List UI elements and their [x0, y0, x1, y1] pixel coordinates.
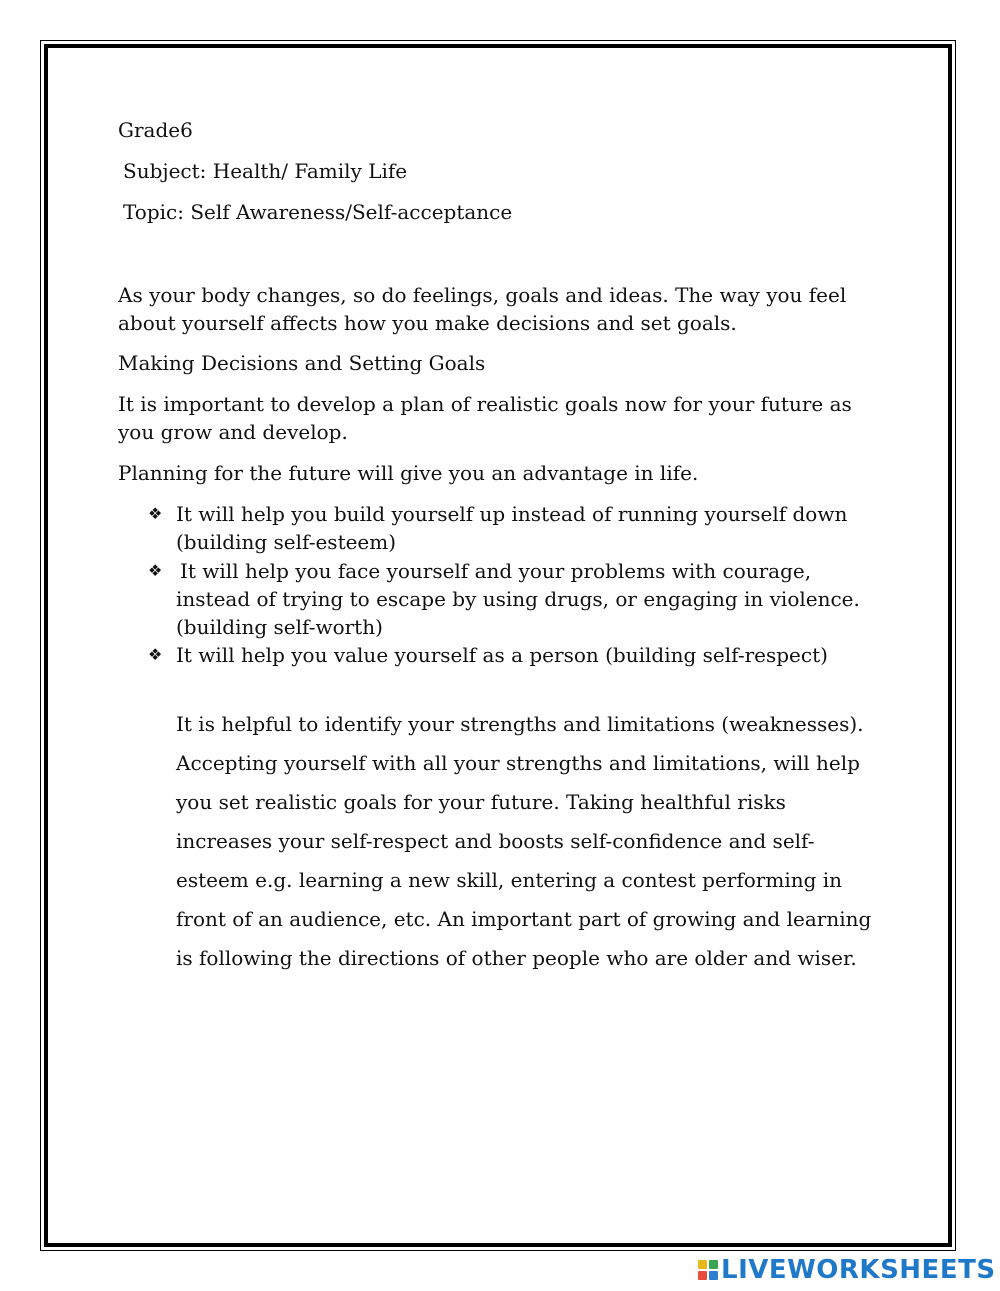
logo-text: LIVEWORKSHEETS — [721, 1255, 996, 1285]
liveworksheets-logo — [698, 1253, 996, 1287]
section-heading: Making Decisions and Setting Goals — [118, 351, 486, 375]
bullet-text: It will help you build yourself up instead of running yourself down (building self-esteem) — [176, 502, 848, 554]
diamond-bullet-icon: ❖ — [148, 504, 163, 523]
importance-paragraph: It is important to develop a plan of realistic goals now for your future as you grow and develop. — [118, 392, 852, 444]
planning-paragraph: Planning for the future will give you an advantage in life. — [118, 461, 699, 485]
subject-label: Subject: Health/ Family Life — [123, 159, 408, 183]
diamond-bullet-icon: ❖ — [148, 561, 163, 580]
intro-paragraph: As your body changes, so do feelings, goals and ideas. The way you feel about yourself affects how you make decisions and set goals. — [118, 283, 847, 335]
diamond-bullet-icon: ❖ — [148, 645, 163, 664]
logo-blocks-icon — [698, 1260, 718, 1280]
bullet-text: It will help you value yourself as a person (building self-respect) — [176, 643, 828, 667]
closing-paragraph: It is helpful to identify your strengths and limitations (weaknesses). Accepting yourself with all your strengths and limitations, will help you set realistic goals for your future. Taking healthful risks increases your self-respect and boosts self-confidence and self-esteem e.g. learning a new skill, entering a contest performing in front of an audience, etc. An important part of growing and learning is following the directions of other people who are older and wiser. — [176, 712, 872, 970]
topic-label: Topic: Self Awareness/Self-acceptance — [123, 200, 513, 224]
grade-label: Grade6 — [118, 118, 193, 142]
bullet-text: It will help you face yourself and your problems with courage, instead of trying to escape by using drugs, or engaging in violence. (building self-worth) — [176, 559, 860, 639]
